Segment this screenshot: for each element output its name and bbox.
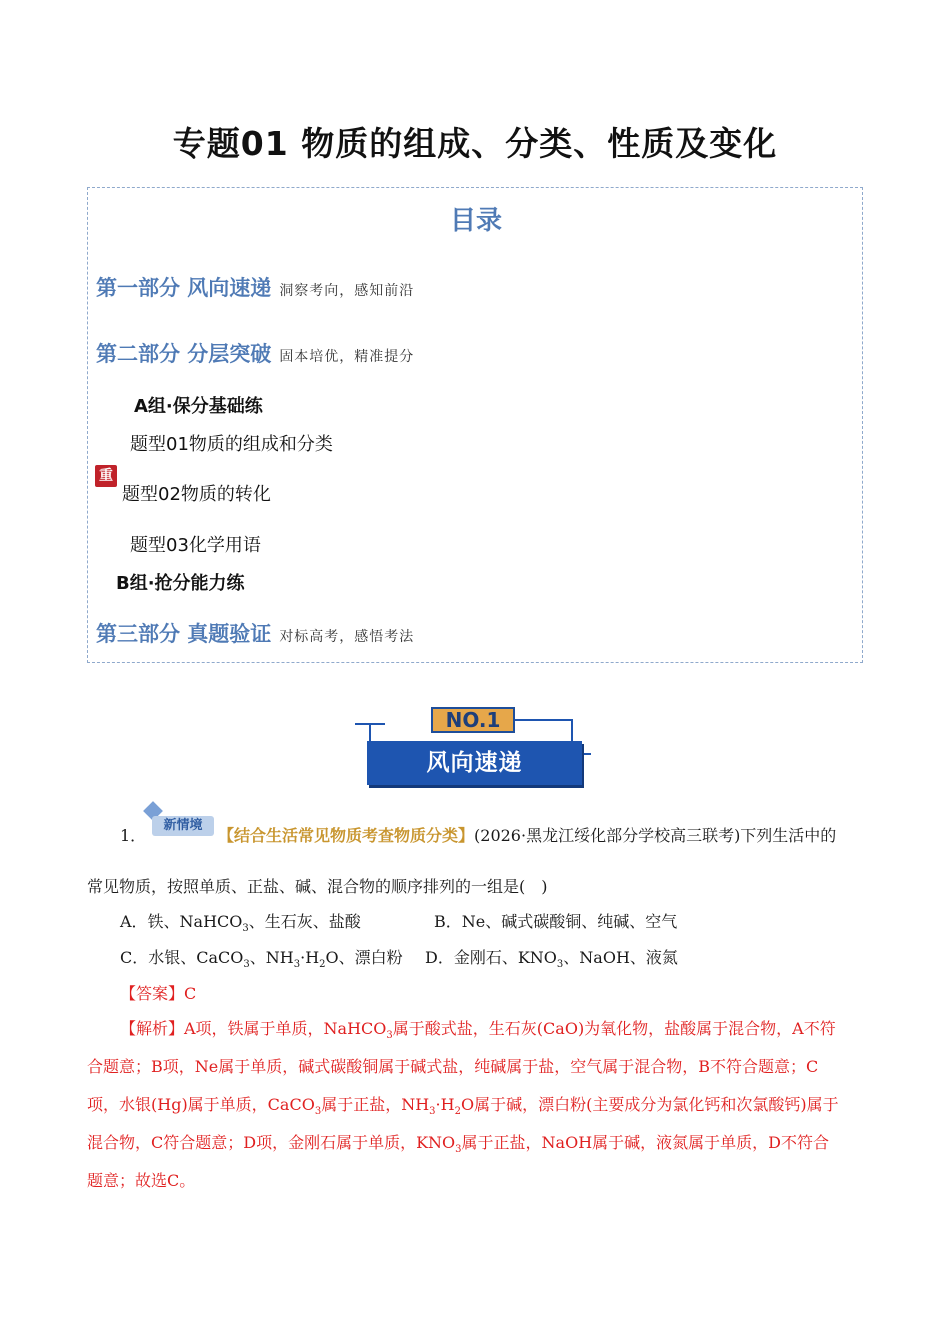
toc-type-3[interactable]: 题型03化学用语 — [130, 535, 261, 556]
toc-part-3[interactable] — [96, 618, 414, 648]
option-c-text-1: C．水银、CaCO — [120, 948, 244, 967]
analysis-l4-sub: 3 — [455, 1144, 462, 1156]
analysis-l3-c: ·H — [435, 1095, 455, 1114]
banner-number: NO.1 — [431, 707, 515, 733]
option-c-sub-3: 2 — [319, 959, 326, 971]
analysis-l3-d: O属于碱，漂白粉(主要成分为氯化钙和次氯酸钙)属于 — [460, 1095, 839, 1114]
analysis-l3-sub-2: 3 — [429, 1106, 436, 1118]
banner-label: 风向速递 — [426, 750, 523, 776]
option-b[interactable]: B．Ne、碱式碳酸铜、纯碱、空气 — [434, 912, 678, 931]
analysis-l4-b: 属于正盐，NaOH属于碱，液氮属于单质，D不符合 — [461, 1133, 829, 1152]
toc-part-1[interactable] — [96, 272, 414, 302]
analysis-line-4 — [87, 1130, 829, 1155]
option-d-text-2: 、NaOH、液氮 — [563, 948, 678, 967]
analysis-l1-b: 属于酸式盐，生石灰(CaO)为氧化物，盐酸属于混合物，A不符 — [392, 1019, 836, 1038]
option-c-sub-2: 3 — [293, 959, 301, 971]
banner-bar — [367, 741, 582, 785]
toc-part-2-sub: 固本培优，精准提分 — [279, 349, 415, 365]
question-source: (2026·黑龙江绥化部分学校高三联考)下列生活中的 — [474, 826, 837, 845]
section-banner — [355, 703, 595, 793]
option-a[interactable] — [120, 909, 361, 934]
banner-line-right-v — [571, 719, 573, 743]
option-c[interactable] — [120, 945, 403, 970]
toc-part-3-label: 第三部分 真题验证 — [96, 622, 272, 646]
toc-part-2[interactable] — [96, 338, 414, 368]
option-d[interactable] — [425, 945, 678, 970]
toc-type-1[interactable]: 题型01物质的组成和分类 — [130, 434, 333, 455]
analysis-l4-a: 混合物，C符合题意；D项，金刚石属于单质，KNO — [87, 1133, 456, 1152]
analysis-line-2: 合题意；B项，Ne属于单质，碱式碳酸铜属于碱式盐，纯碱属于盐，空气属于混合物，B不符合题意；C — [87, 1057, 819, 1076]
toc-part-2-label: 第二部分 分层突破 — [96, 342, 272, 366]
analysis-line-5: 题意；故选C。 — [87, 1171, 196, 1190]
question-stem-line1 — [218, 823, 836, 846]
toc-part-1-label: 第一部分 风向速递 — [96, 276, 272, 300]
table-of-contents — [87, 187, 863, 663]
question-tag: 【结合生活常见物质考查物质分类】 — [218, 826, 475, 845]
option-c-text-3: ·H — [300, 948, 320, 967]
option-c-sub-1: 3 — [243, 959, 250, 971]
toc-heading: 目录 — [449, 206, 502, 236]
question-number: 1． — [120, 826, 147, 845]
toc-part-3-sub: 对标高考，感悟考法 — [279, 629, 415, 645]
analysis-line-3 — [87, 1092, 839, 1117]
page-title: 专题01 物质的组成、分类、性质及变化 — [172, 124, 778, 163]
option-a-text-2: 、生石灰、盐酸 — [248, 912, 361, 931]
banner-line-left-v — [369, 723, 371, 743]
option-a-text-1: A．铁、NaHCO — [120, 912, 243, 931]
option-d-sub: 3 — [556, 959, 564, 971]
option-c-text-2: 、NH — [249, 948, 294, 967]
banner-line-top — [515, 719, 573, 721]
analysis-l3-b: 属于正盐，NH — [321, 1095, 430, 1114]
important-badge: 重 — [95, 465, 117, 487]
toc-type-2[interactable]: 题型02物质的转化 — [122, 484, 271, 505]
option-a-sub: 3 — [242, 923, 249, 935]
question-stem-line2: 常见物质，按照单质、正盐、碱、混合物的顺序排列的一组是( ) — [87, 877, 548, 896]
answer: 【答案】C — [120, 984, 197, 1003]
toc-group-a[interactable]: A组·保分基础练 — [134, 396, 263, 417]
analysis-l1-sub: 3 — [386, 1030, 393, 1042]
option-d-text-1: D．金刚石、KNO — [425, 948, 557, 967]
new-context-badge — [146, 804, 218, 838]
option-c-text-4: O、漂白粉 — [325, 948, 403, 967]
toc-part-1-sub: 洞察考向，感知前沿 — [279, 283, 415, 299]
banner-line-right — [581, 753, 591, 755]
analysis-l3-a: 项，水银(Hg)属于单质，CaCO — [87, 1095, 315, 1114]
analysis-line-1 — [120, 1016, 836, 1041]
analysis-l3-sub-1: 3 — [314, 1106, 322, 1118]
analysis-l3-sub-3: 2 — [454, 1106, 461, 1118]
analysis-l1-a: 【解析】A项，铁属于单质，NaHCO — [120, 1019, 387, 1038]
toc-group-b[interactable]: B组·抢分能力练 — [116, 573, 245, 594]
new-context-badge-label: 新情境 — [152, 816, 214, 836]
